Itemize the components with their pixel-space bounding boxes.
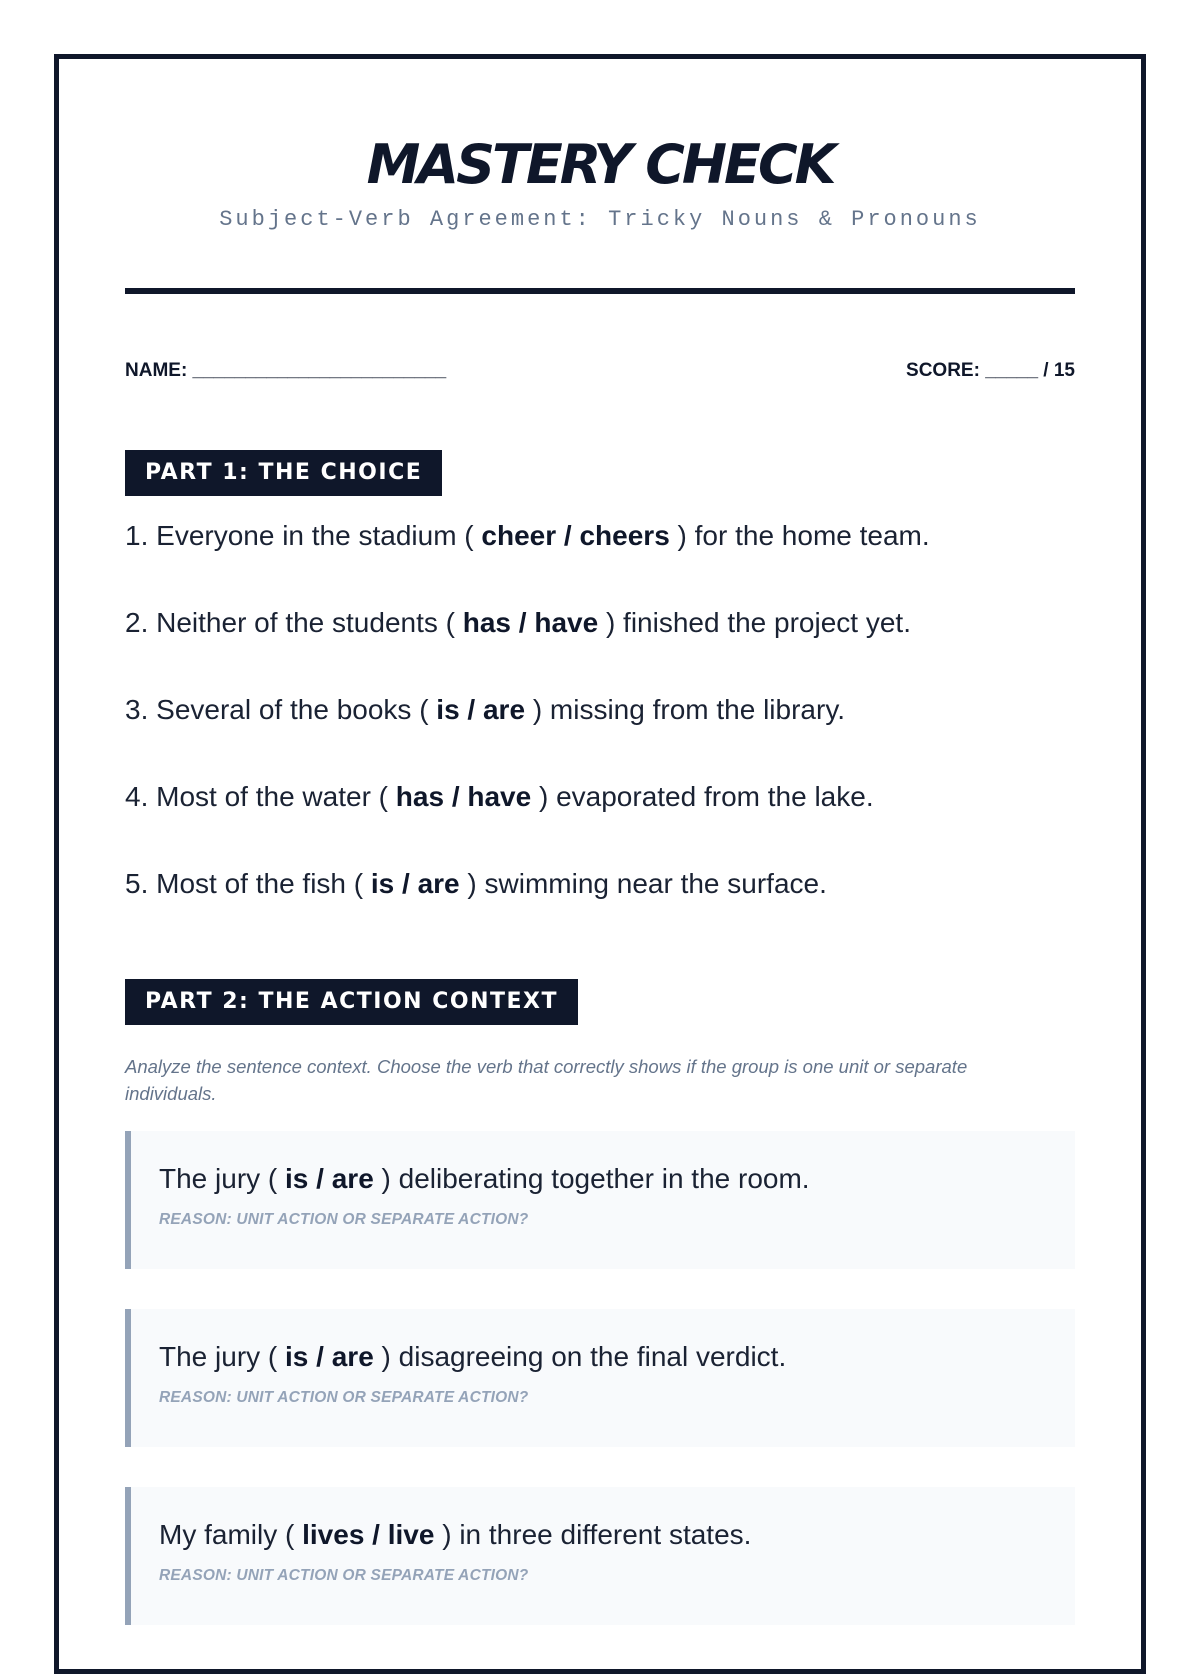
question-post: ) finished the project yet. bbox=[605, 607, 911, 638]
question-item bbox=[125, 866, 1075, 953]
question-pre: Most of the fish ( bbox=[156, 868, 364, 899]
context-card bbox=[125, 1487, 1075, 1625]
verb-choice[interactable]: has / have bbox=[462, 607, 599, 638]
verb-choice[interactable]: is / are bbox=[285, 1163, 374, 1194]
question-number: 4. bbox=[125, 781, 149, 812]
question-pre: Most of the water ( bbox=[156, 781, 389, 812]
verb-choice[interactable]: is / are bbox=[285, 1341, 374, 1372]
question-pre: Several of the books ( bbox=[156, 694, 429, 725]
context-post: ) deliberating together in the room. bbox=[381, 1163, 810, 1194]
worksheet bbox=[54, 54, 1146, 1674]
reason-prompt: REASON: UNIT ACTION OR SEPARATE ACTION? bbox=[159, 1389, 529, 1406]
question-number: 2. bbox=[125, 607, 149, 638]
context-card bbox=[125, 1309, 1075, 1447]
context-pre: The jury ( bbox=[159, 1341, 278, 1372]
context-post: ) disagreeing on the final verdict. bbox=[381, 1341, 787, 1372]
question-post: ) for the home team. bbox=[677, 520, 930, 551]
context-sentence bbox=[159, 1161, 1075, 1197]
question-item bbox=[125, 779, 1075, 866]
question-number: 1. bbox=[125, 520, 149, 551]
question-number: 3. bbox=[125, 694, 149, 725]
question-post: ) missing from the library. bbox=[532, 694, 846, 725]
verb-choice[interactable]: lives / live bbox=[302, 1519, 435, 1550]
question-item bbox=[125, 692, 1075, 779]
page-subtitle: Subject-Verb Agreement: Tricky Nouns & Pronouns bbox=[219, 207, 981, 232]
part1-questions bbox=[125, 518, 1075, 953]
part2-label: PART 2: THE ACTION CONTEXT bbox=[125, 979, 578, 1025]
question-post: ) evaporated from the lake. bbox=[538, 781, 874, 812]
score-field[interactable]: SCORE: _____ / 15 bbox=[906, 360, 1075, 381]
question-item bbox=[125, 518, 1075, 605]
question-item bbox=[125, 605, 1075, 692]
meta-row bbox=[125, 360, 1075, 382]
verb-choice[interactable]: is / are bbox=[370, 868, 460, 899]
part2-instructions: Analyze the sentence context. Choose the verb that correctly shows if the group is one unit or separate individuals. bbox=[125, 1056, 968, 1104]
question-number: 5. bbox=[125, 868, 149, 899]
context-post: ) in three different states. bbox=[442, 1519, 752, 1550]
context-pre: The jury ( bbox=[159, 1163, 278, 1194]
context-sentence bbox=[159, 1339, 1075, 1375]
question-post: ) swimming near the surface. bbox=[467, 868, 827, 899]
part1-label: PART 1: THE CHOICE bbox=[125, 450, 442, 496]
verb-choice[interactable]: is / are bbox=[436, 694, 526, 725]
question-pre: Everyone in the stadium ( bbox=[156, 520, 474, 551]
question-pre: Neither of the students ( bbox=[156, 607, 455, 638]
context-pre: My family ( bbox=[159, 1519, 295, 1550]
verb-choice[interactable]: cheer / cheers bbox=[481, 520, 670, 551]
reason-prompt: REASON: UNIT ACTION OR SEPARATE ACTION? bbox=[159, 1567, 529, 1584]
context-sentence bbox=[159, 1517, 1075, 1553]
verb-choice[interactable]: has / have bbox=[395, 781, 532, 812]
context-card bbox=[125, 1131, 1075, 1269]
page-title: MASTERY CHECK bbox=[366, 133, 834, 196]
name-field[interactable]: NAME: ________________________ bbox=[125, 360, 447, 381]
reason-prompt: REASON: UNIT ACTION OR SEPARATE ACTION? bbox=[159, 1211, 529, 1228]
header-divider bbox=[125, 288, 1075, 294]
